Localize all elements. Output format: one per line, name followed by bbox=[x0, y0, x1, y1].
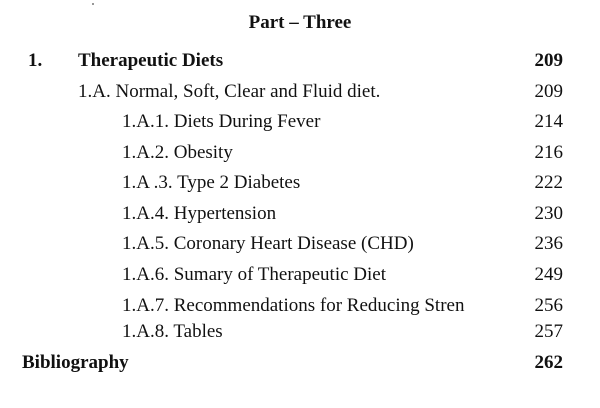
toc-entry bbox=[0, 78, 600, 106]
toc-entry-page: 236 bbox=[534, 233, 563, 254]
toc-entry-label: 1.A.6. Sumary of Therapeutic Diet bbox=[122, 264, 386, 285]
chapter-title: Therapeutic Diets bbox=[78, 50, 224, 71]
toc-entry bbox=[0, 318, 600, 346]
chapter-row bbox=[0, 47, 600, 75]
toc-entry bbox=[0, 200, 600, 228]
bibliography-row bbox=[0, 349, 600, 377]
toc-entry-label: 1.A .3. Type 2 Diabetes bbox=[122, 172, 301, 193]
toc-entry-page: 257 bbox=[534, 321, 563, 342]
toc-entry bbox=[0, 169, 600, 197]
toc-entry bbox=[0, 139, 600, 167]
toc-entry-page: 216 bbox=[534, 142, 563, 163]
toc-entry bbox=[0, 108, 600, 136]
toc-entry bbox=[0, 292, 600, 320]
toc-entry-page: 256 bbox=[534, 295, 563, 316]
toc-entry-page: 209 bbox=[534, 81, 563, 102]
toc-entry-label: 1.A.4. Hypertension bbox=[122, 203, 277, 224]
toc-entry-label: 1.A.5. Coronary Heart Disease (CHD) bbox=[122, 233, 414, 254]
bibliography-page-number: 262 bbox=[534, 352, 563, 373]
toc-entry-page: 230 bbox=[534, 203, 563, 224]
toc-entry-page: 214 bbox=[534, 111, 563, 132]
scan-speck bbox=[92, 3, 94, 5]
toc-entry-label: 1.A.7. Recommendations for Reducing Stren bbox=[122, 295, 465, 316]
bibliography-title: Bibliography bbox=[22, 352, 129, 373]
toc-entry bbox=[0, 230, 600, 258]
toc-entry-label: 1.A. Normal, Soft, Clear and Fluid diet. bbox=[78, 81, 381, 102]
toc-entry-page: 249 bbox=[534, 264, 563, 285]
toc-entry-label: 1.A.1. Diets During Fever bbox=[122, 111, 321, 132]
toc-entry-page: 222 bbox=[534, 172, 563, 193]
chapter-page-number: 209 bbox=[534, 50, 563, 71]
toc-entry bbox=[0, 261, 600, 289]
toc-entry-label: 1.A.2. Obesity bbox=[122, 142, 233, 163]
part-heading: Part – Three bbox=[248, 12, 352, 33]
toc-entry-label: 1.A.8. Tables bbox=[122, 321, 223, 342]
chapter-number: 1. bbox=[28, 50, 43, 71]
